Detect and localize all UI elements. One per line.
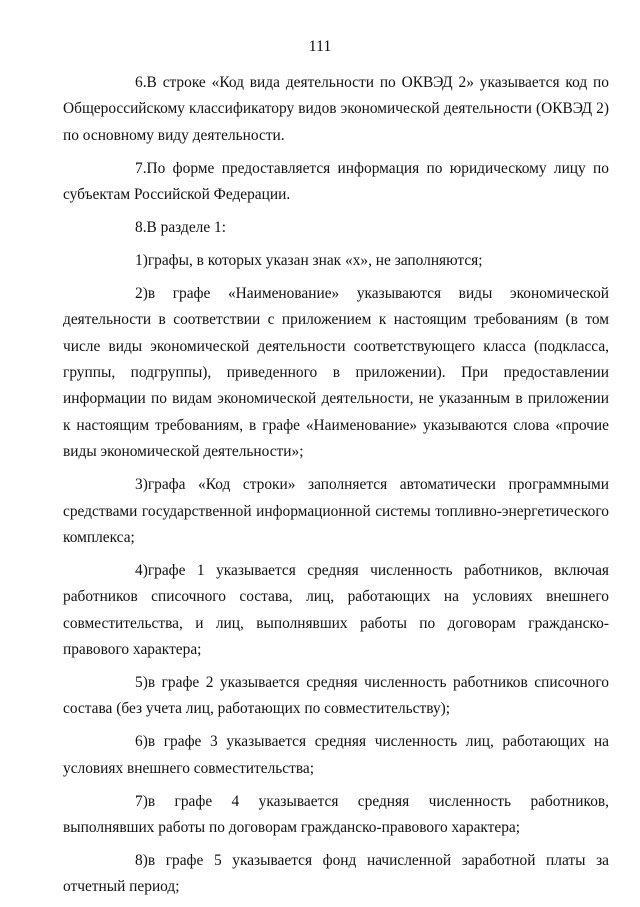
list-item-5 xyxy=(63,670,609,723)
list-item-text: графа «Код строки» заполняется автоматически программными средствами государственной информационной системы топливно-энергетического комплекса; xyxy=(63,476,609,546)
list-item-number: 6) xyxy=(135,733,148,751)
paragraph-number: 7. xyxy=(135,159,147,177)
paragraph-number: 6. xyxy=(135,74,147,91)
list-item-2 xyxy=(63,281,609,466)
list-item-number: 2) xyxy=(135,284,148,302)
list-item-3 xyxy=(63,472,609,551)
list-item-text: в графе 2 указывается средняя численность работников списочного состава (без учета лиц, работающих по совместительству); xyxy=(63,674,609,718)
paragraph-8 xyxy=(63,215,609,241)
list-item-4 xyxy=(63,558,609,664)
list-item-text: в графе 4 указывается средняя численность работников, выполнявших работы по договорам гражданско-правового характера; xyxy=(63,792,609,837)
list-item-text: в графе «Наименование» указываются виды экономической деятельности в соответствии с приложением к настоящим требованиям (в том числе виды экономической деятельности соответствующего класса (подкласса, группы, подгруппы), приведенного в приложении). При предоставлении информации по видам экономической деятельности, не указанным в приложении к настоящим требованиям, в графе «Наименование» указываются слова «прочие виды экономической деятельности»; xyxy=(63,284,609,461)
list-item-1 xyxy=(63,248,609,274)
paragraph-text: По форме предоставляется информация по юридическому лицу по субъектам Российской Федерации. xyxy=(63,159,609,204)
list-item-text: графы, в которых указан знак «х», не заполняются; xyxy=(147,251,483,269)
document-body xyxy=(63,70,609,907)
paragraph-number: 8. xyxy=(135,219,147,237)
paragraph-text: В разделе 1: xyxy=(146,219,226,237)
paragraph-6 xyxy=(63,70,609,149)
list-item-number: 3) xyxy=(135,476,148,494)
list-item-text: графе 1 указывается средняя численность работников, включая работников списочного состава, лиц, работающих на условиях внешнего совместительства, и лиц, выполнявших работы по договорам гражданско-правового характера; xyxy=(63,561,609,659)
list-item-number: 4) xyxy=(135,561,148,579)
list-item-6 xyxy=(63,729,609,782)
list-item-number: 5) xyxy=(135,674,148,692)
list-item-number: 7) xyxy=(135,792,148,810)
list-item-number: 8) xyxy=(135,851,148,869)
list-item-text: в графе 3 указывается средняя численность лиц, работающих на условиях внешнего совместительства; xyxy=(63,733,609,777)
list-item-8 xyxy=(63,848,609,901)
page-number: 111 xyxy=(308,38,332,55)
list-item-7 xyxy=(63,789,609,842)
paragraph-7 xyxy=(63,156,609,209)
list-item-number: 1) xyxy=(135,251,148,269)
list-item-text: в графе 5 указывается фонд начисленной заработной платы за отчетный период; xyxy=(63,851,609,896)
paragraph-text: В строке «Код вида деятельности по ОКВЭД 2» указывается код по Общероссийскому классификатору видов экономической деятельности (ОКВЭД 2) по основному виду деятельности. xyxy=(63,74,609,144)
